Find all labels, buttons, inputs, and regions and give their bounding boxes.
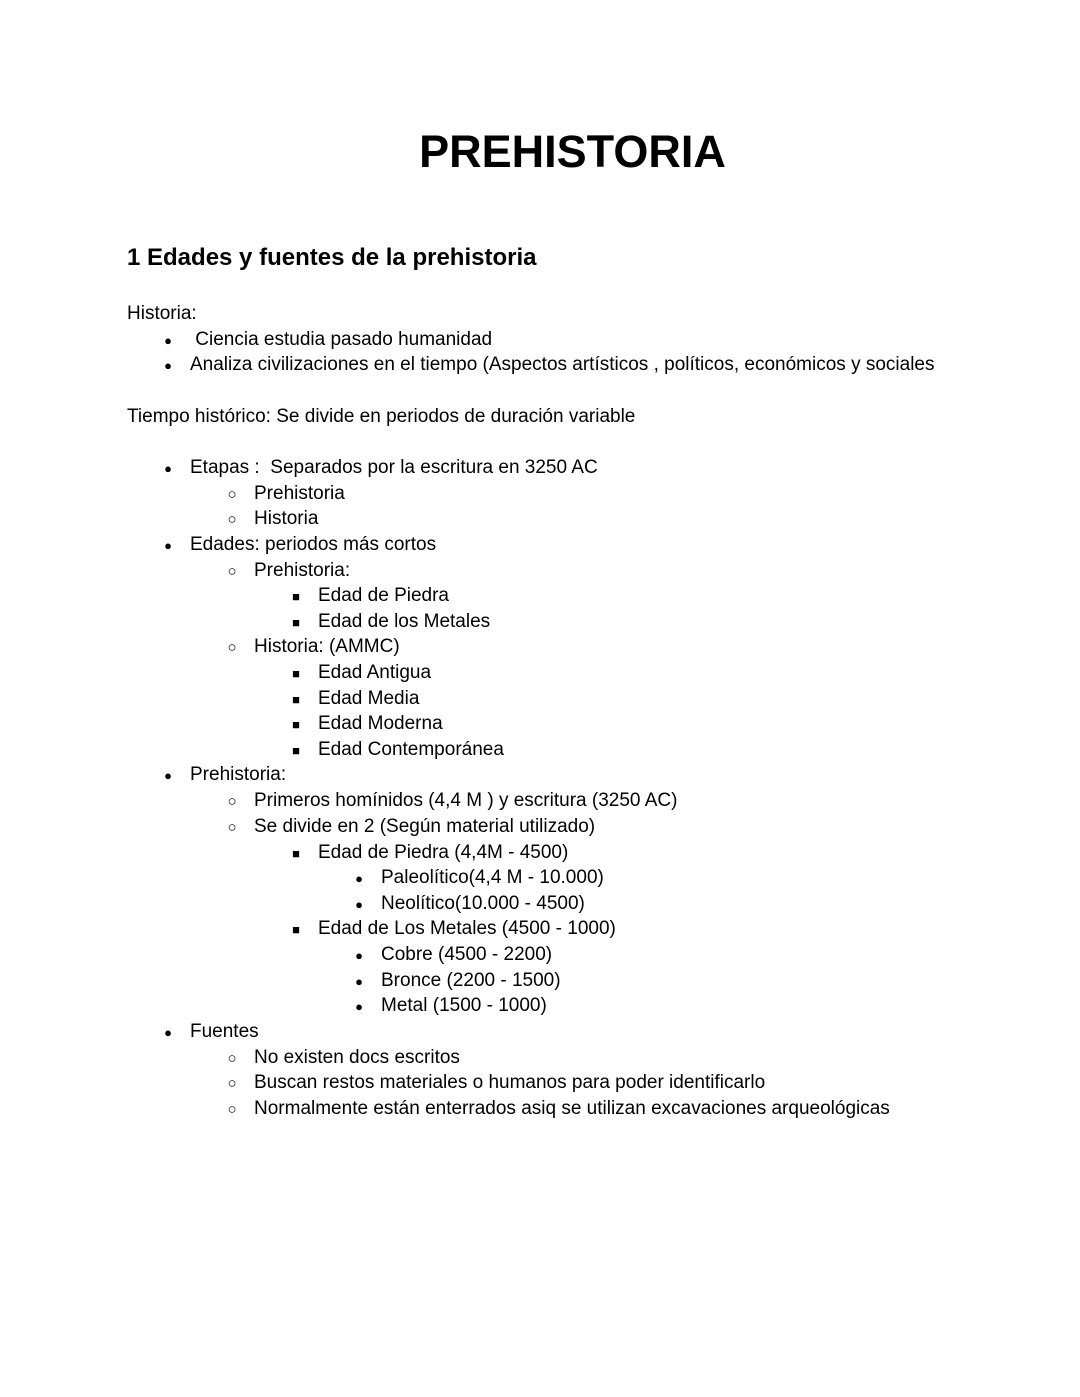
- bullet-disc-icon: [349, 942, 369, 968]
- list-item: ■ Edad Moderna: [318, 711, 443, 736]
- list-item: ○ Prehistoria:: [254, 558, 350, 583]
- list-item: ○ Historia: [254, 506, 318, 531]
- list-item: ■ Edad Media: [318, 686, 419, 711]
- bullet-square-icon: [286, 583, 306, 609]
- list-item: ○ Normalmente están enterrados asiq se utilizan excavaciones arqueológicas: [254, 1096, 890, 1121]
- list-item-etapas: ● Etapas : Separados por la escritura en 3250 AC: [190, 455, 598, 480]
- bullet-circle-icon: [222, 558, 242, 584]
- tiempo-historico-text: Tiempo histórico: Se divide en periodos de duración variable: [127, 406, 636, 427]
- list-item: ● Analiza civilizaciones en el tiempo (Aspectos artísticos , políticos, económicos y sociales: [190, 352, 935, 377]
- bullet-square-icon: [286, 711, 306, 737]
- list-item: ■ Edad de los Metales: [318, 609, 490, 634]
- bullet-disc-icon: [349, 968, 369, 994]
- bullet-square-icon: [286, 609, 306, 635]
- list-item: ■ Edad de Piedra (4,4M - 4500): [318, 840, 568, 865]
- bullet-disc-icon: [349, 865, 369, 891]
- bullet-circle-icon: [222, 814, 242, 840]
- bullet-circle-icon: [222, 1096, 242, 1122]
- bullet-disc-icon: [349, 993, 369, 1019]
- list-item: ○ Prehistoria: [254, 481, 345, 506]
- bullet-square-icon: [286, 660, 306, 686]
- list-item: ■ Edad Contemporánea: [318, 737, 504, 762]
- bullet-circle-icon: [222, 506, 242, 532]
- bullet-disc-icon: [158, 327, 178, 353]
- bullet-circle-icon: [222, 481, 242, 507]
- list-item: ● Neolítico(10.000 - 4500): [381, 891, 585, 916]
- bullet-circle-icon: [222, 634, 242, 660]
- bullet-disc-icon: [158, 352, 178, 378]
- page-title: PREHISTORIA: [419, 126, 726, 177]
- bullet-disc-icon: [158, 762, 178, 788]
- list-item: ○ Primeros homínidos (4,4 M ) y escritura (3250 AC): [254, 788, 677, 813]
- bullet-square-icon: [286, 916, 306, 942]
- section-heading: 1 Edades y fuentes de la prehistoria: [127, 244, 537, 271]
- list-item-fuentes: ● Fuentes: [190, 1019, 259, 1044]
- list-item: ○ Buscan restos materiales o humanos para poder identificarlo: [254, 1070, 765, 1095]
- bullet-disc-icon: [349, 891, 369, 917]
- bullet-square-icon: [286, 686, 306, 712]
- bullet-circle-icon: [222, 1045, 242, 1071]
- list-item: ■ Edad de Piedra: [318, 583, 449, 608]
- list-item: ○ Historia: (AMMC): [254, 634, 400, 659]
- bullet-square-icon: [286, 737, 306, 763]
- bullet-disc-icon: [158, 532, 178, 558]
- bullet-disc-icon: [158, 1019, 178, 1045]
- list-item-edades: ● Edades: periodos más cortos: [190, 532, 436, 557]
- historia-label: Historia:: [127, 303, 197, 324]
- list-item: ● Ciencia estudia pasado humanidad: [190, 327, 492, 352]
- list-item: ■ Edad Antigua: [318, 660, 431, 685]
- list-item: ○ Se divide en 2 (Según material utilizado): [254, 814, 595, 839]
- bullet-circle-icon: [222, 1070, 242, 1096]
- list-item-prehistoria: ● Prehistoria:: [190, 762, 286, 787]
- bullet-circle-icon: [222, 788, 242, 814]
- list-item: ● Cobre (4500 - 2200): [381, 942, 552, 967]
- list-item: ○ No existen docs escritos: [254, 1045, 460, 1070]
- bullet-square-icon: [286, 840, 306, 866]
- bullet-disc-icon: [158, 455, 178, 481]
- list-item: ● Bronce (2200 - 1500): [381, 968, 561, 993]
- list-item: ● Paleolítico(4,4 M - 10.000): [381, 865, 604, 890]
- list-item: ● Metal (1500 - 1000): [381, 993, 547, 1018]
- list-item: ■ Edad de Los Metales (4500 - 1000): [318, 916, 616, 941]
